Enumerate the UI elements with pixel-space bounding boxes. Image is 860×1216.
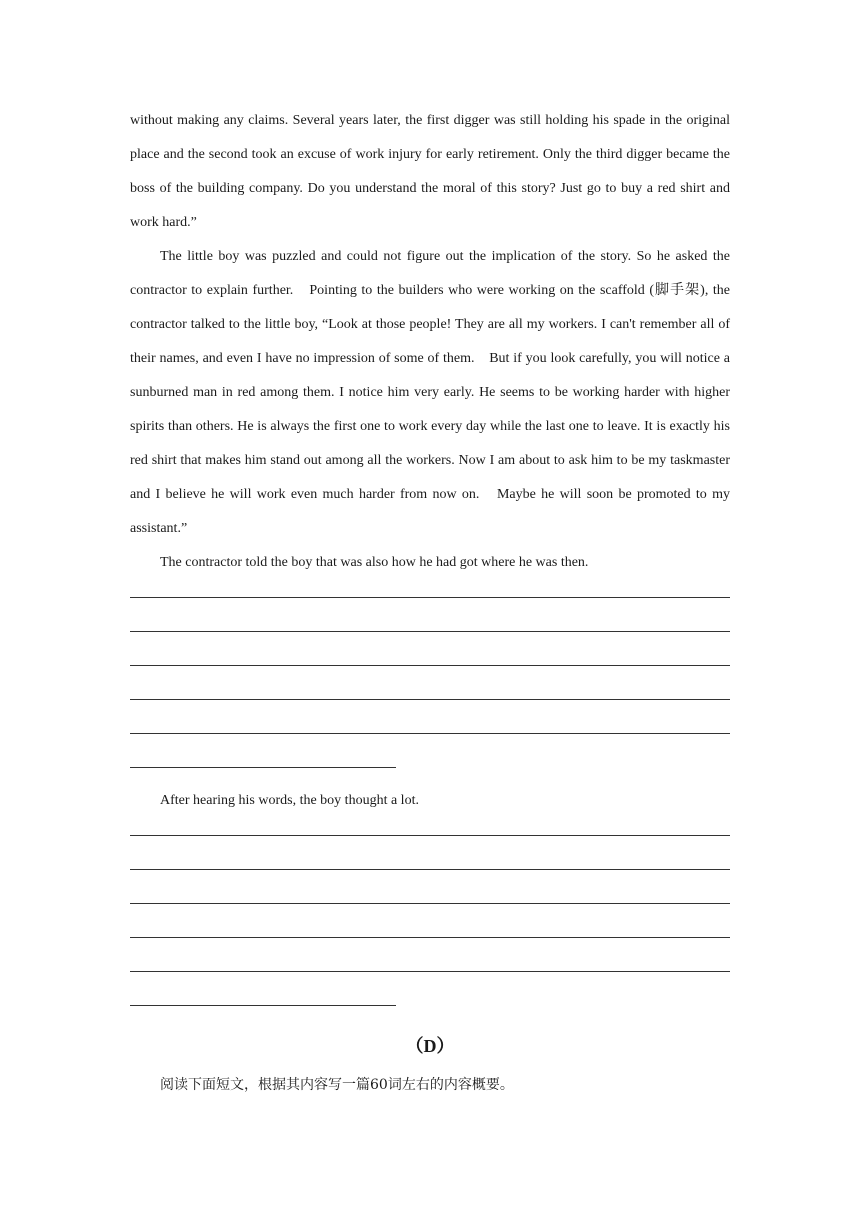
section-d-title: （D） [405, 1036, 455, 1056]
answer-line[interactable] [130, 682, 730, 716]
answer-line[interactable] [130, 614, 730, 648]
story-paragraph-4: After hearing his words, the boy thought a lot. [160, 793, 419, 808]
answer-line[interactable] [130, 988, 730, 1022]
answer-line[interactable] [130, 580, 730, 614]
document-page [130, 104, 730, 1102]
answer-line[interactable] [130, 750, 730, 784]
answer-area-2[interactable] [130, 818, 730, 1022]
answer-line[interactable] [130, 648, 730, 682]
answer-line[interactable] [130, 886, 730, 920]
answer-line[interactable] [130, 716, 730, 750]
section-d-instruction: 阅读下面短文，根据其内容写一篇60词左右的内容概要。 [160, 1077, 514, 1093]
answer-line[interactable] [130, 852, 730, 886]
answer-line[interactable] [130, 954, 730, 988]
answer-line[interactable] [130, 920, 730, 954]
answer-line[interactable] [130, 818, 730, 852]
story-paragraph-1: without making any claims. Several years later, the first digger was still holding his spade in the original place and the second took an excuse of work injury for early retirement. Only the third digger became the boss of the building company. Do you understand the moral of this story? Just go to buy a red shirt and work hard.” [130, 113, 730, 230]
story-paragraph-2: The little boy was puzzled and could not figure out the implication of the story. So he asked the contractor to explain further. Pointing to the builders who were working on the scaffold (脚手架), the contractor talked to the little boy, “Look at those people! They are all my workers. I can't remember all of their names, and even I have no impression of some of them. But if you look carefully, you will notice a sunburned man in red among them. I notice him very early. He seems to be working harder with higher spirits than others. He is always the first one to work every day while the last one to leave. It is exactly his red shirt that makes him stand out among all the workers. Now I am about to ask him to be my taskmaster and I believe he will work even much harder from now on. Maybe he will soon be promoted to my assistant.” [130, 249, 730, 536]
answer-area-1[interactable] [130, 580, 730, 784]
story-paragraph-3: The contractor told the boy that was also how he had got where he was then. [160, 555, 589, 570]
